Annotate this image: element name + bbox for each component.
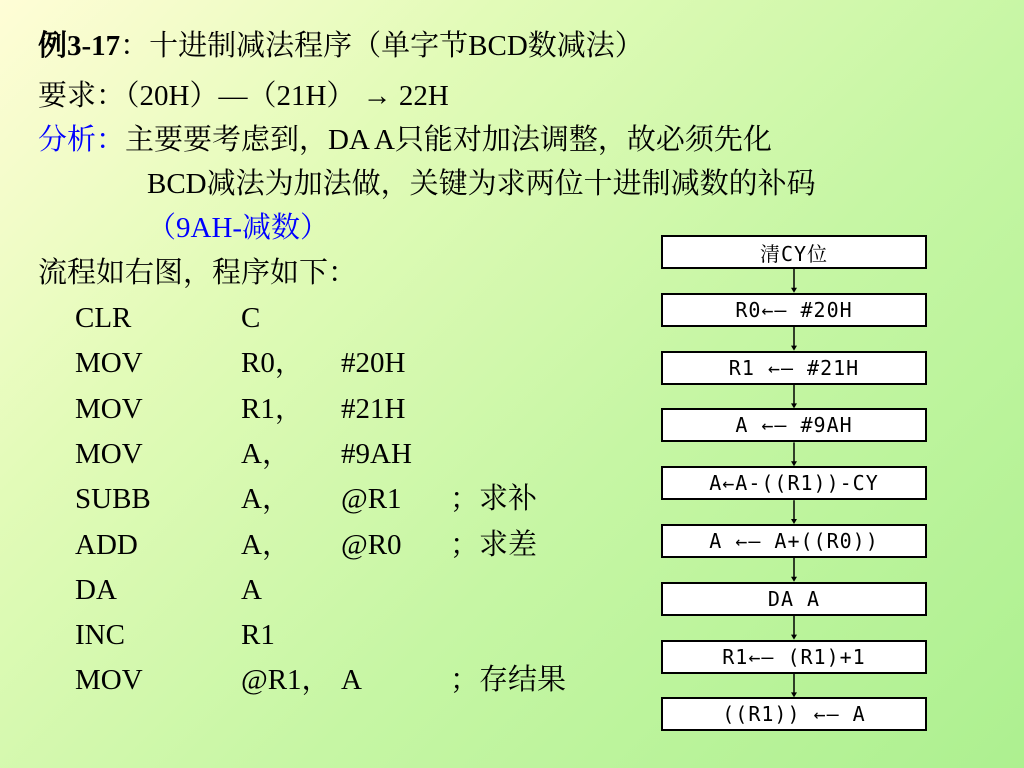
- operand-2: A: [341, 664, 362, 697]
- operand-1: A，: [241, 437, 291, 470]
- operand-2: @R1: [341, 483, 402, 516]
- comment: 求差: [479, 528, 538, 561]
- flowchart-step: A←A-((R1))-CY: [661, 466, 927, 500]
- operand-1: A: [241, 573, 262, 606]
- comment: 存结果: [479, 664, 567, 697]
- flowchart-step: DA A: [661, 582, 927, 616]
- requirement-text: 要求：（20H）—（21H） → 22H: [38, 80, 449, 112]
- analysis-label: 分析：: [38, 124, 126, 156]
- opcode: ADD: [75, 528, 138, 561]
- operand-2: #9AH: [341, 437, 412, 470]
- comment-separator: ；: [450, 528, 480, 561]
- title-text: ：十进制减法程序（单字节BCD数减法）: [120, 30, 644, 62]
- operand-2: #21H: [341, 392, 406, 425]
- analysis-line-3: （9AH-减数）: [147, 212, 330, 244]
- comment-separator: ；: [450, 483, 480, 516]
- comment-separator: ；: [450, 664, 480, 697]
- opcode: INC: [75, 619, 125, 652]
- operand-1: C: [241, 302, 261, 334]
- comment: 求补: [479, 483, 538, 516]
- analysis-line-2: BCD减法为加法做，关键为求两位十进制减数的补码: [147, 168, 816, 200]
- flowchart-step: A ←— A+((R0)): [661, 524, 927, 558]
- operand-2: #20H: [341, 347, 406, 380]
- flowchart-step: A ←— #9AH: [661, 408, 927, 442]
- flowchart-step: R0←— #20H: [661, 293, 927, 327]
- operand-1: R0，: [241, 347, 304, 380]
- opcode: MOV: [75, 664, 143, 697]
- opcode: CLR: [75, 302, 132, 334]
- opcode: MOV: [75, 392, 143, 425]
- operand-1: @R1，: [241, 664, 331, 697]
- operand-1: R1: [241, 619, 275, 652]
- opcode: DA: [75, 573, 117, 606]
- operand-1: A，: [241, 483, 291, 516]
- flowchart-step: 清CY位: [661, 235, 927, 269]
- opcode: MOV: [75, 347, 143, 380]
- opcode: MOV: [75, 437, 143, 470]
- operand-1: R1，: [241, 392, 304, 425]
- flowchart-step: R1 ←— #21H: [661, 351, 927, 385]
- flowchart-step: ((R1)) ←— A: [661, 697, 927, 731]
- analysis-text-1: 主要要考虑到，DA A只能对加法调整，故必须先化: [125, 124, 772, 156]
- operand-1: A，: [241, 528, 291, 561]
- flowchart-step: R1←— (R1)+1: [661, 640, 927, 674]
- opcode: SUBB: [75, 483, 151, 516]
- flow-intro-text: 流程如右图，程序如下：: [38, 257, 358, 289]
- example-number: 例3-17: [38, 30, 121, 62]
- operand-2: @R0: [341, 528, 402, 561]
